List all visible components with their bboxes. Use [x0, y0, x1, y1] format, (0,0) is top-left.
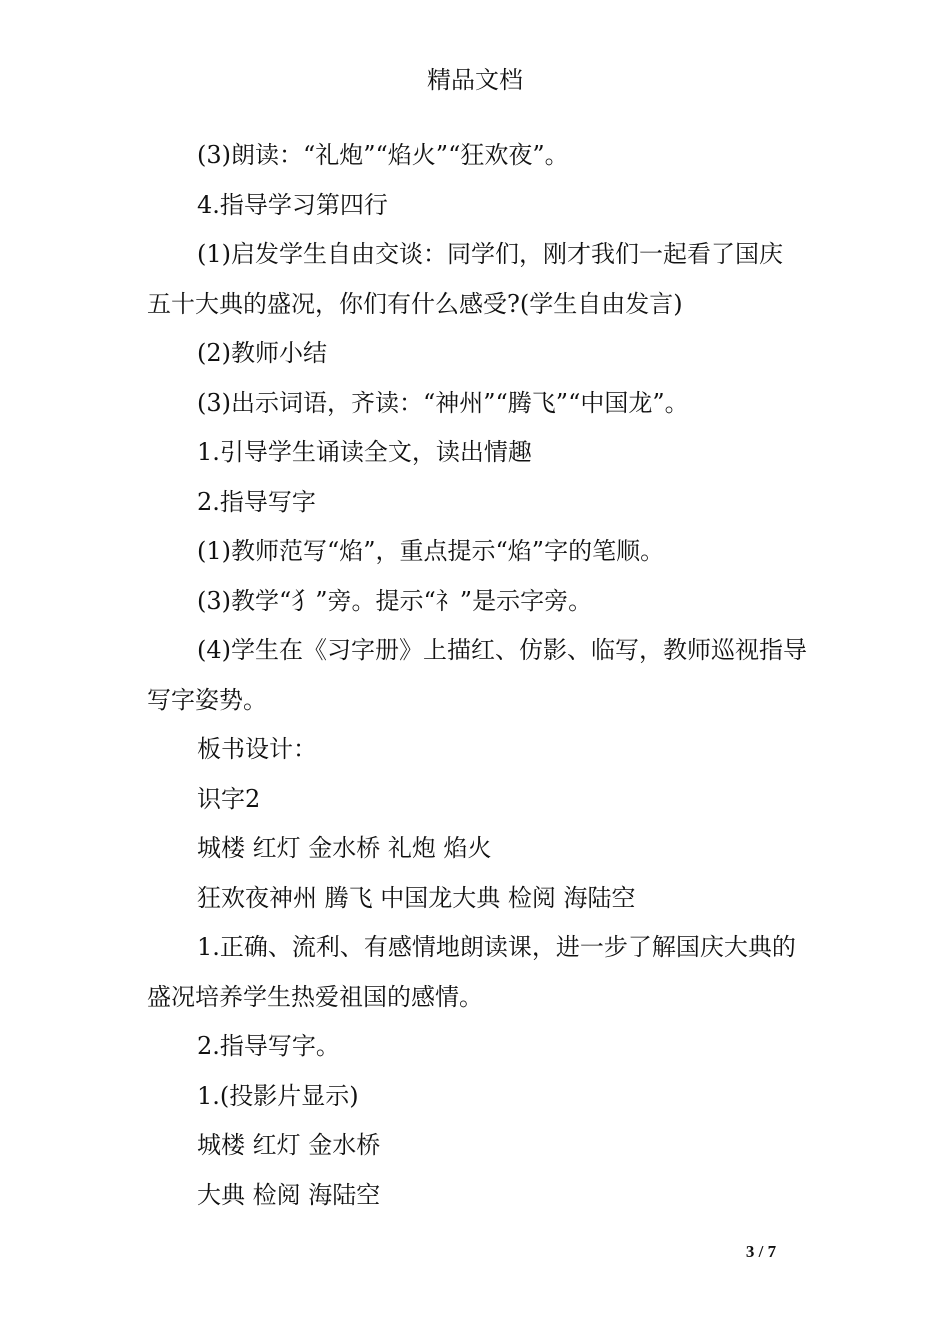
paragraph: 1.(投影片显示)	[197, 1081, 359, 1110]
paragraph-continuation: 盛况培养学生热爱祖国的感情。	[147, 982, 483, 1011]
paragraph: (1)启发学生自由交谈：同学们，刚才我们一起看了国庆	[197, 240, 783, 268]
word-list: 城楼 红灯 金水桥 礼炮 焰火	[197, 834, 492, 862]
paragraph: 识字2	[197, 784, 261, 813]
section-heading: 板书设计：	[197, 735, 317, 763]
paragraph: 2.指导写字。	[197, 1032, 340, 1060]
paragraph: 1.正确、流利、有感情地朗读课，进一步了解国庆大典的	[197, 933, 796, 961]
word-list: 狂欢夜神州 腾飞 中国龙大典 检阅 海陆空	[197, 883, 636, 912]
paragraph: 2.指导写字	[197, 487, 316, 516]
paragraph: (3)朗读：“礼炮”“焰火”“狂欢夜”。	[197, 141, 569, 169]
paragraph: (4)学生在《习字册》上描红、仿影、临写，教师巡视指导	[197, 636, 807, 664]
document-body	[147, 131, 811, 1220]
paragraph: 4.指导学习第四行	[197, 190, 388, 219]
paragraph: (3)教学“犭”旁。提示“礻”是示字旁。	[197, 586, 593, 615]
paragraph-continuation: 写字姿势。	[147, 685, 267, 714]
word-list: 大典 检阅 海陆空	[197, 1180, 381, 1209]
paragraph-continuation: 五十大典的盛况，你们有什么感受?(学生自由发言)	[147, 289, 683, 318]
paragraph: (1)教师范写“焰”，重点提示“焰”字的笔顺。	[197, 537, 665, 565]
paragraph: (3)出示词语，齐读：“神州”“腾飞”“中国龙”。	[197, 388, 689, 417]
word-list: 城楼 红灯 金水桥	[197, 1131, 381, 1159]
page-number: 3 / 7	[745, 1242, 777, 1261]
paragraph: 1.引导学生诵读全文，读出情趣	[197, 438, 532, 466]
page-header-title: 精品文档	[427, 66, 523, 94]
paragraph: (2)教师小结	[197, 339, 327, 367]
